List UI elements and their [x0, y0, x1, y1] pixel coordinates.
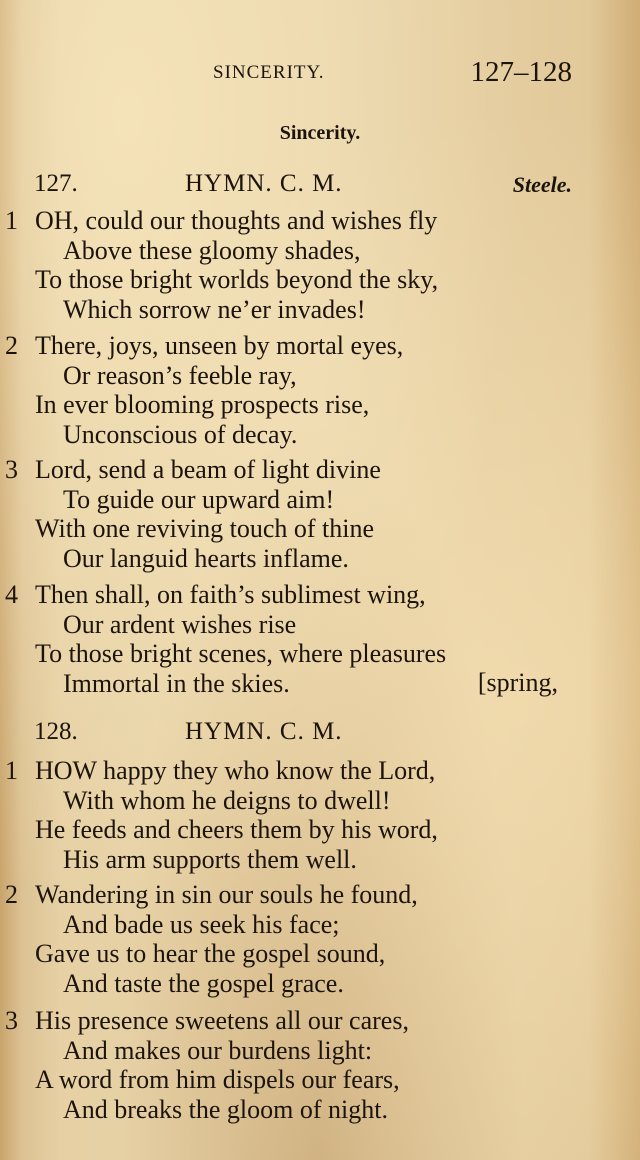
- verse-line: His arm supports them well.: [63, 844, 357, 874]
- verse-line: To those bright scenes, where pleasures: [35, 639, 447, 668]
- verse-line: Our languid hearts inflame.: [63, 543, 349, 573]
- verse-number: 1: [5, 756, 18, 785]
- verse-line: There, joys, unseen by mortal eyes,: [35, 331, 404, 360]
- verse-line: A word from him dispels our fears,: [35, 1065, 400, 1094]
- hymn-128-heading: [0, 718, 640, 752]
- verse-number: 1: [5, 206, 18, 235]
- verse-line: OH, could our thoughts and wishes fly: [35, 206, 438, 235]
- page-numbers: 127–128: [470, 56, 572, 88]
- verse-line: In ever blooming prospects rise,: [35, 390, 370, 419]
- verse-number: 4: [5, 580, 18, 609]
- verse-number: 3: [5, 455, 18, 484]
- verse-line: To those bright worlds beyond the sky,: [35, 265, 439, 294]
- section-title: Sincerity.: [279, 122, 361, 144]
- verse-line: Which sorrow ne’er invades!: [63, 294, 366, 324]
- verse-number: 2: [5, 331, 18, 360]
- verse-line: And breaks the gloom of night.: [63, 1094, 388, 1124]
- verse-number: 2: [5, 880, 18, 909]
- verse-line: Above these gloomy shades,: [63, 235, 361, 265]
- verse-line: With whom he deigns to dwell!: [63, 785, 391, 815]
- hymn-author: Steele.: [512, 172, 572, 197]
- verse-line: Wandering in sin our souls he found,: [35, 880, 418, 909]
- verse-line: Immortal in the skies.: [63, 668, 290, 698]
- verse-line: To guide our upward aim!: [63, 484, 335, 514]
- verse-line: Then shall, on faith’s sublimest wing,: [35, 580, 426, 609]
- verse-line: And taste the gospel grace.: [63, 968, 344, 998]
- verse-line: Gave us to hear the gospel sound,: [35, 939, 386, 968]
- running-head-title: SINCERITY.: [213, 62, 325, 83]
- verse-line: And makes our burdens light:: [63, 1035, 373, 1065]
- verse-line: He feeds and cheers them by his word,: [35, 815, 438, 844]
- verse-number: 3: [5, 1006, 18, 1035]
- turnover-word: [spring,: [477, 668, 558, 697]
- hymn-number: 128.: [34, 718, 78, 745]
- hymn-meter-title: HYMN. C. M.: [185, 718, 343, 745]
- verse-line: His presence sweetens all our cares,: [35, 1006, 409, 1035]
- hymn-127-heading: [0, 170, 640, 204]
- running-head: [0, 56, 640, 92]
- hymn-meter-title: HYMN. C. M.: [185, 170, 343, 197]
- verse-line: And bade us seek his face;: [63, 909, 340, 939]
- verse-line: Lord, send a beam of light divine: [35, 455, 381, 484]
- verse-line: Unconscious of decay.: [63, 419, 298, 449]
- verse-line: HOW happy they who know the Lord,: [35, 756, 436, 785]
- hymn-number: 127.: [34, 170, 78, 197]
- verse-line: Or reason’s feeble ray,: [63, 360, 297, 390]
- verse-line: With one reviving touch of thine: [35, 514, 375, 543]
- verse-line: Our ardent wishes rise: [63, 609, 297, 639]
